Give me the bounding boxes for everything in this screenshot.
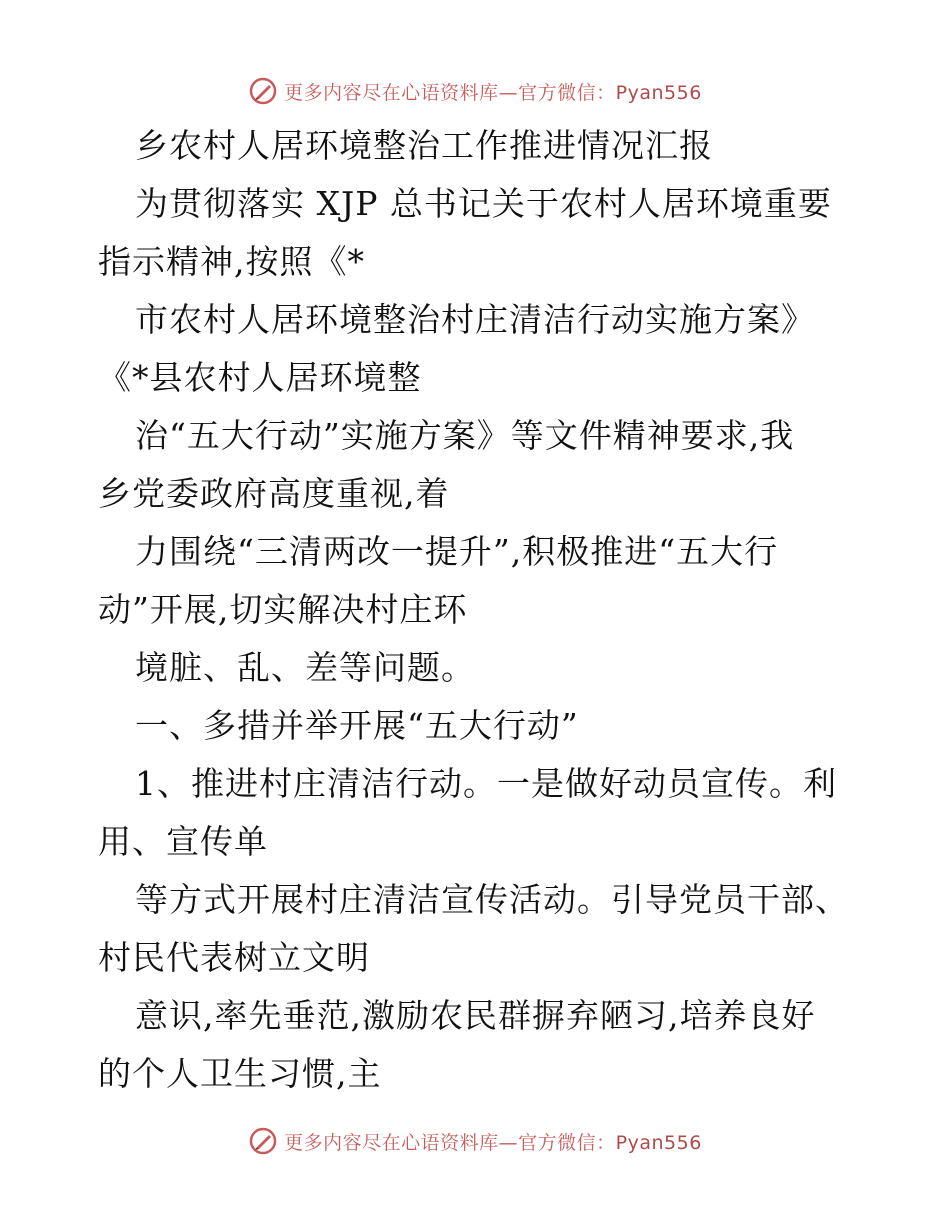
text-line: 指示精神,按照《* xyxy=(98,242,365,281)
document-body xyxy=(98,117,849,1103)
text-line: 用、宣传单 xyxy=(98,822,268,861)
text-line: 一、多措并举开展“五大行动” xyxy=(135,706,579,745)
text-line: 治“五大行动”实施方案》等文件精神要求,我 xyxy=(135,416,795,455)
text-line: 为贯彻落实 XJP 总书记关于农村人居环境重要 xyxy=(135,184,832,223)
pen-logo-icon xyxy=(248,76,278,106)
text-line: 力围绕“三清两改一提升”,积极推进“五大行 xyxy=(135,532,779,571)
text-line: 意识,率先垂范,激励农民群摒弃陋习,培养良好 xyxy=(135,996,816,1035)
watermark-footer xyxy=(0,1124,950,1158)
text-line: 乡农村人居环境整治工作推进情况汇报 xyxy=(135,126,713,165)
text-line: 等方式开展村庄清洁宣传活动。引导党员干部、 xyxy=(135,880,849,919)
text-line: 乡党委政府高度重视,着 xyxy=(98,474,450,513)
watermark-text: 更多内容尽在心语资料库—官方微信：Pyan556 xyxy=(284,1131,702,1154)
text-line: 1、推进村庄清洁行动。一是做好动员宣传。利 xyxy=(135,764,837,803)
text-line: 动”开展,切实解决村庄环 xyxy=(98,590,468,629)
text-line: 的个人卫生习惯,主 xyxy=(98,1054,382,1093)
text-line: 市农村人居环境整治村庄清洁行动实施方案》 xyxy=(135,300,815,339)
text-line: 境脏、乱、差等问题。 xyxy=(135,648,475,687)
watermark-header xyxy=(0,74,950,108)
text-line: 村民代表树立文明 xyxy=(98,938,370,977)
watermark-text: 更多内容尽在心语资料库—官方微信：Pyan556 xyxy=(284,81,702,104)
pen-logo-icon xyxy=(248,1126,278,1156)
text-line: 《*县农村人居环境整 xyxy=(98,358,422,397)
